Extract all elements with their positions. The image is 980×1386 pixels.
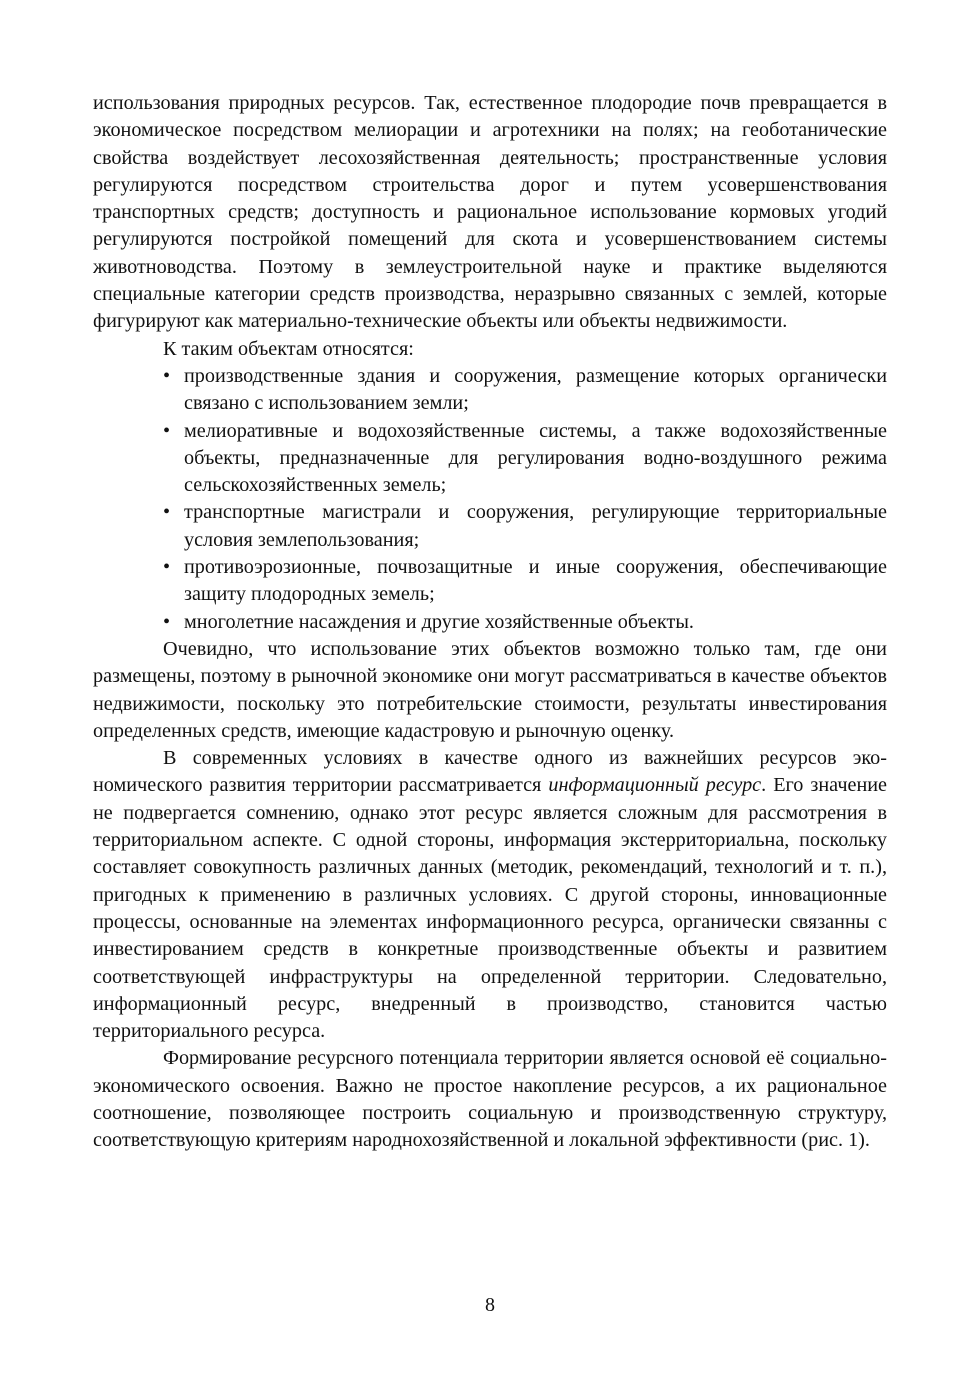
bullet-icon: •	[163, 419, 171, 442]
paragraph-real-estate: Очевидно, что использование этих объектов возможно только там, где они размещены, поэтому в рыночной экономике они могут рассматриваться в качестве объектов недвижимости, поскольку это потребительские стоимости, результаты инвестирования определенных средств, имеющие кадастровую и рыночную оценку.	[93, 637, 887, 742]
list-item	[163, 418, 887, 500]
list-item-text: многолетние насаждения и другие хозяйственные объекты.	[184, 610, 694, 633]
paragraph-text-start: В современных условиях в качестве одного из важнейших ресурсов экономического развития территории рассматривается	[93, 747, 887, 797]
paragraph-objects-lead: К таким объектам относятся:	[163, 337, 414, 360]
list-item	[163, 499, 887, 554]
list-item-text: противоэрозионные, почвозащитные и иные сооружения, обеспечивающие защиту плодородных земель;	[184, 556, 887, 606]
list-item	[163, 363, 887, 418]
emphasis-information-resource: информационный ресурс	[548, 774, 762, 797]
document-page	[93, 90, 887, 1155]
list-item-text: транспортные магистрали и сооружения, регулирующие территориальные условия землепользования;	[184, 501, 887, 551]
list-item	[163, 554, 887, 609]
objects-bullet-list	[93, 363, 887, 636]
paragraph-resources-intro: использования природных ресурсов. Так, естественное плодородие почв превращается в экономическое посредством мелиорации и агротехники на полях; на геоботанические свойства воздействует лесохозяйственная деятельность; пространственные условия регулируются посредством строительства дорог и путем усовершенствования транспортных средств; доступность и рациональное использование кормовых угодий регулируются постройкой помещений для скота и усовершенствованием системы животноводства. Поэтому в землеустроительной науке и практике выделяются специальные категории средств производства, неразрывно связанных с землей, которые фигурируют как материально-технические объекты или объекты недвижимости.	[93, 92, 887, 333]
paragraph-information-resource	[93, 745, 887, 1045]
list-item-text: мелиоративные и водохозяйственные системы, а также водохозяйственные объекты, предназначенные для регулирования водно-воздушного режима сельскохозяйственных земель;	[184, 419, 887, 497]
bullet-icon: •	[163, 364, 171, 387]
list-item-text: производственные здания и сооружения, размещение которых органически связано с использованием земли;	[184, 364, 887, 415]
bullet-icon: •	[163, 556, 171, 579]
list-item	[163, 609, 887, 636]
bullet-icon: •	[163, 610, 171, 633]
page-number: 8	[485, 1294, 495, 1316]
paragraph-resource-potential: Формирование ресурсного потенциала территории является основой её социально-экономического освоения. Важно не простое накопление ресурсов, а их рациональное соотношение, позволяющее построить социальную и производственную структуру, соответствующую критериям народнохозяйственной и локальной эффективности (рис. 1).	[93, 1047, 887, 1152]
paragraph-text-end: . Его значение не подвергается сомнению, однако этот ресурс является сложным для рассмотрения в территориальном аспекте. С одной стороны, информация экстерриториальна, поскольку составляет совокупность различных данных (методик, рекомендаций, технологий и т. п.), пригодных к применению в различных условиях. С другой стороны, инновационные процессы, основанные на элементах информационного ресурса, органически связанны с инвестированием средств в конкретные производственные объекты и развитием соответствующей инфраструктуры на определенной территории. Следовательно, информационный ресурс, внедренный в производство, становится частью территориального ресурса.	[93, 774, 888, 1043]
bullet-icon: •	[163, 501, 171, 524]
